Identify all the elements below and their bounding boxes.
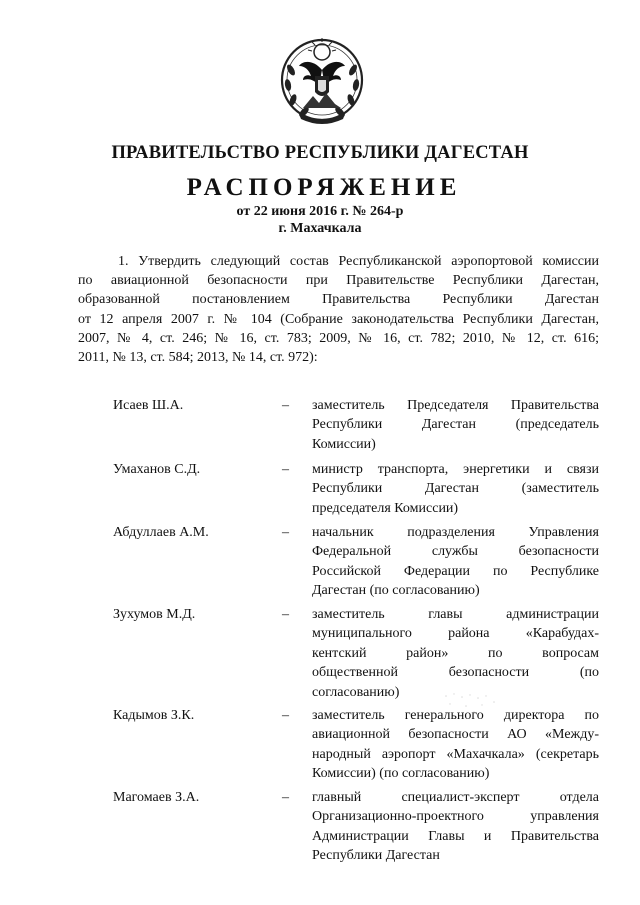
- paragraph-line: 2011, № 13, ст. 584; 2013, № 14, ст. 972):: [78, 350, 318, 366]
- member-role: [312, 788, 599, 866]
- member-role-line: заместитель главы администрации: [312, 607, 599, 622]
- government-title: ПРАВИТЕЛЬСТВО РЕСПУБЛИКИ ДАГЕСТАН: [111, 143, 529, 163]
- paragraph-line: образованной постановлением Правительства Республики Дагестан: [78, 292, 599, 308]
- member-name: Умаханов С.Д.: [113, 462, 201, 477]
- member-name: Исаев Ш.А.: [113, 398, 184, 413]
- member-role-line: Республики Дагестан: [312, 848, 440, 864]
- member-name: Кадымов З.К.: [113, 708, 195, 723]
- member-role-line: народный аэропорт «Махачкала» (секретарь: [312, 746, 599, 762]
- member-role-line: Организационно-проектного управления: [312, 809, 599, 825]
- faint-stamp-mark: [440, 690, 500, 720]
- member-role-line: заместитель генерального директора по: [312, 708, 599, 723]
- member-role-line: муниципального района «Карабудах-: [312, 626, 599, 642]
- paragraph-line: 1. Утвердить следующий состав Республиканской аэропортовой комиссии: [118, 254, 599, 269]
- member-role: [312, 605, 599, 702]
- member-role-line: главный специалист-эксперт отдела: [312, 790, 599, 805]
- member-role-line: общественной безопасности (по: [312, 665, 599, 681]
- member-role-line: председателя Комиссии): [312, 500, 459, 516]
- member-role: [312, 396, 599, 454]
- member-dash: –: [282, 607, 289, 622]
- member-role-line: начальник подразделения Управления: [312, 525, 599, 540]
- member-dash: –: [282, 462, 289, 477]
- member-role-line: согласованию): [312, 684, 400, 700]
- member-role-line: Республики Дагестан (заместитель: [312, 481, 599, 497]
- member-role-line: министр транспорта, энергетики и связи: [312, 462, 599, 477]
- member-role-line: кентский район» по вопросам: [312, 645, 599, 661]
- document-type-heading: РАСПОРЯЖЕНИЕ: [186, 174, 462, 201]
- member-name: Зухумов М.Д.: [113, 607, 196, 622]
- member-role-line: Республики Дагестан (председатель: [312, 417, 599, 433]
- member-role: [312, 523, 599, 601]
- member-role-line: заместитель Председателя Правительства: [312, 398, 599, 413]
- member-name: Магомаев З.А.: [113, 790, 200, 805]
- main-paragraph: [78, 252, 599, 367]
- paragraph-line: 2007, № 4, ст. 246; № 16, ст. 783; 2009, № 16, ст. 782; 2010, № 12, ст. 616;: [78, 330, 599, 346]
- member-dash: –: [282, 525, 289, 540]
- member-name: Абдуллаев А.М.: [113, 525, 209, 540]
- coat-of-arms-emblem: [279, 30, 365, 130]
- member-dash: –: [282, 708, 289, 723]
- member-role-line: Российской Федерации по Республике: [312, 563, 599, 579]
- member-role-line: авиационной безопасности АО «Между-: [312, 727, 599, 743]
- member-role-line: Федеральной службы безопасности: [312, 544, 599, 560]
- document-city: г. Махачкала: [278, 221, 362, 236]
- member-role-line: Дагестан (по согласованию): [312, 583, 480, 599]
- document-date-number: от 22 июня 2016 г. № 264-р: [236, 204, 404, 219]
- member-role: [312, 460, 599, 518]
- member-role-line: Комиссии): [312, 436, 376, 452]
- member-role-line: Комиссии) (по согласованию): [312, 766, 490, 782]
- member-dash: –: [282, 790, 289, 805]
- member-dash: –: [282, 398, 289, 413]
- member-role-line: Администрации Главы и Правительства: [312, 828, 599, 844]
- paragraph-line: от 12 апреля 2007 г. № 104 (Собрание законодательства Республики Дагестан,: [78, 311, 599, 327]
- paragraph-line: по авиационной безопасности при Правительстве Республики Дагестан,: [78, 273, 599, 289]
